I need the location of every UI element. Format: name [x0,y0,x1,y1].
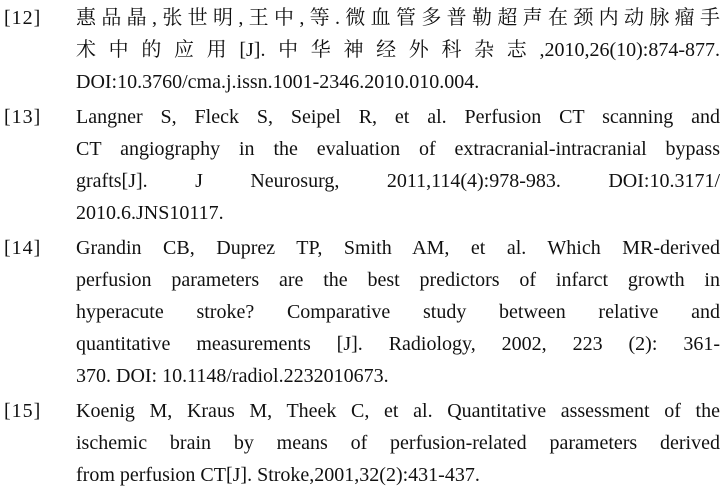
reference-text-line: DOI:10.3760/cma.j.issn.1001-2346.2010.010.004. [76,71,480,93]
reference-number: [14] [4,237,42,259]
reference-text-line: 2010.6.JNS10117. [76,202,224,224]
reference-12 [0,2,726,98]
reference-text-line: perfusion parameters are the best predictors of infarct growth in [76,269,720,291]
reference-13 [0,101,726,229]
reference-text-line: 370. DOI: 10.1148/radiol.2232010673. [76,365,389,387]
reference-text-line: Grandin CB, Duprez TP, Smith AM, et al. Which MR-derived [76,237,720,259]
reference-text-line: Langner S, Fleck S, Seipel R, et al. Perfusion CT scanning and [76,106,720,128]
reference-text-line: hyperacute stroke? Comparative study between relative and [76,301,720,323]
reference-14 [0,232,726,392]
reference-text-line: ischemic brain by means of perfusion-related parameters derived [76,432,720,454]
reference-text-line: 术中的应用[J].中华神经外科杂志,2010,26(10):874-877. [76,39,720,61]
reference-number: [15] [4,400,42,422]
reference-text-line: grafts[J]. J Neurosurg, 2011,114(4):978-983. DOI:10.3171/ [76,170,720,192]
reference-text-line: 惠品晶,张世明,王中,等.微血管多普勒超声在颈内动脉瘤手 [76,7,720,29]
reference-number: [13] [4,106,42,128]
reference-15 [0,395,726,491]
reference-text-line: CT angiography in the evaluation of extracranial-intracranial bypass [76,138,720,160]
reference-text-line: Koenig M, Kraus M, Theek C, et al. Quantitative assessment of the [76,400,720,422]
reference-text-line: from perfusion CT[J]. Stroke,2001,32(2):431-437. [76,464,480,486]
reference-text-line: quantitative measurements [J]. Radiology, 2002, 223 (2): 361- [76,333,720,355]
reference-number: [12] [4,7,42,29]
